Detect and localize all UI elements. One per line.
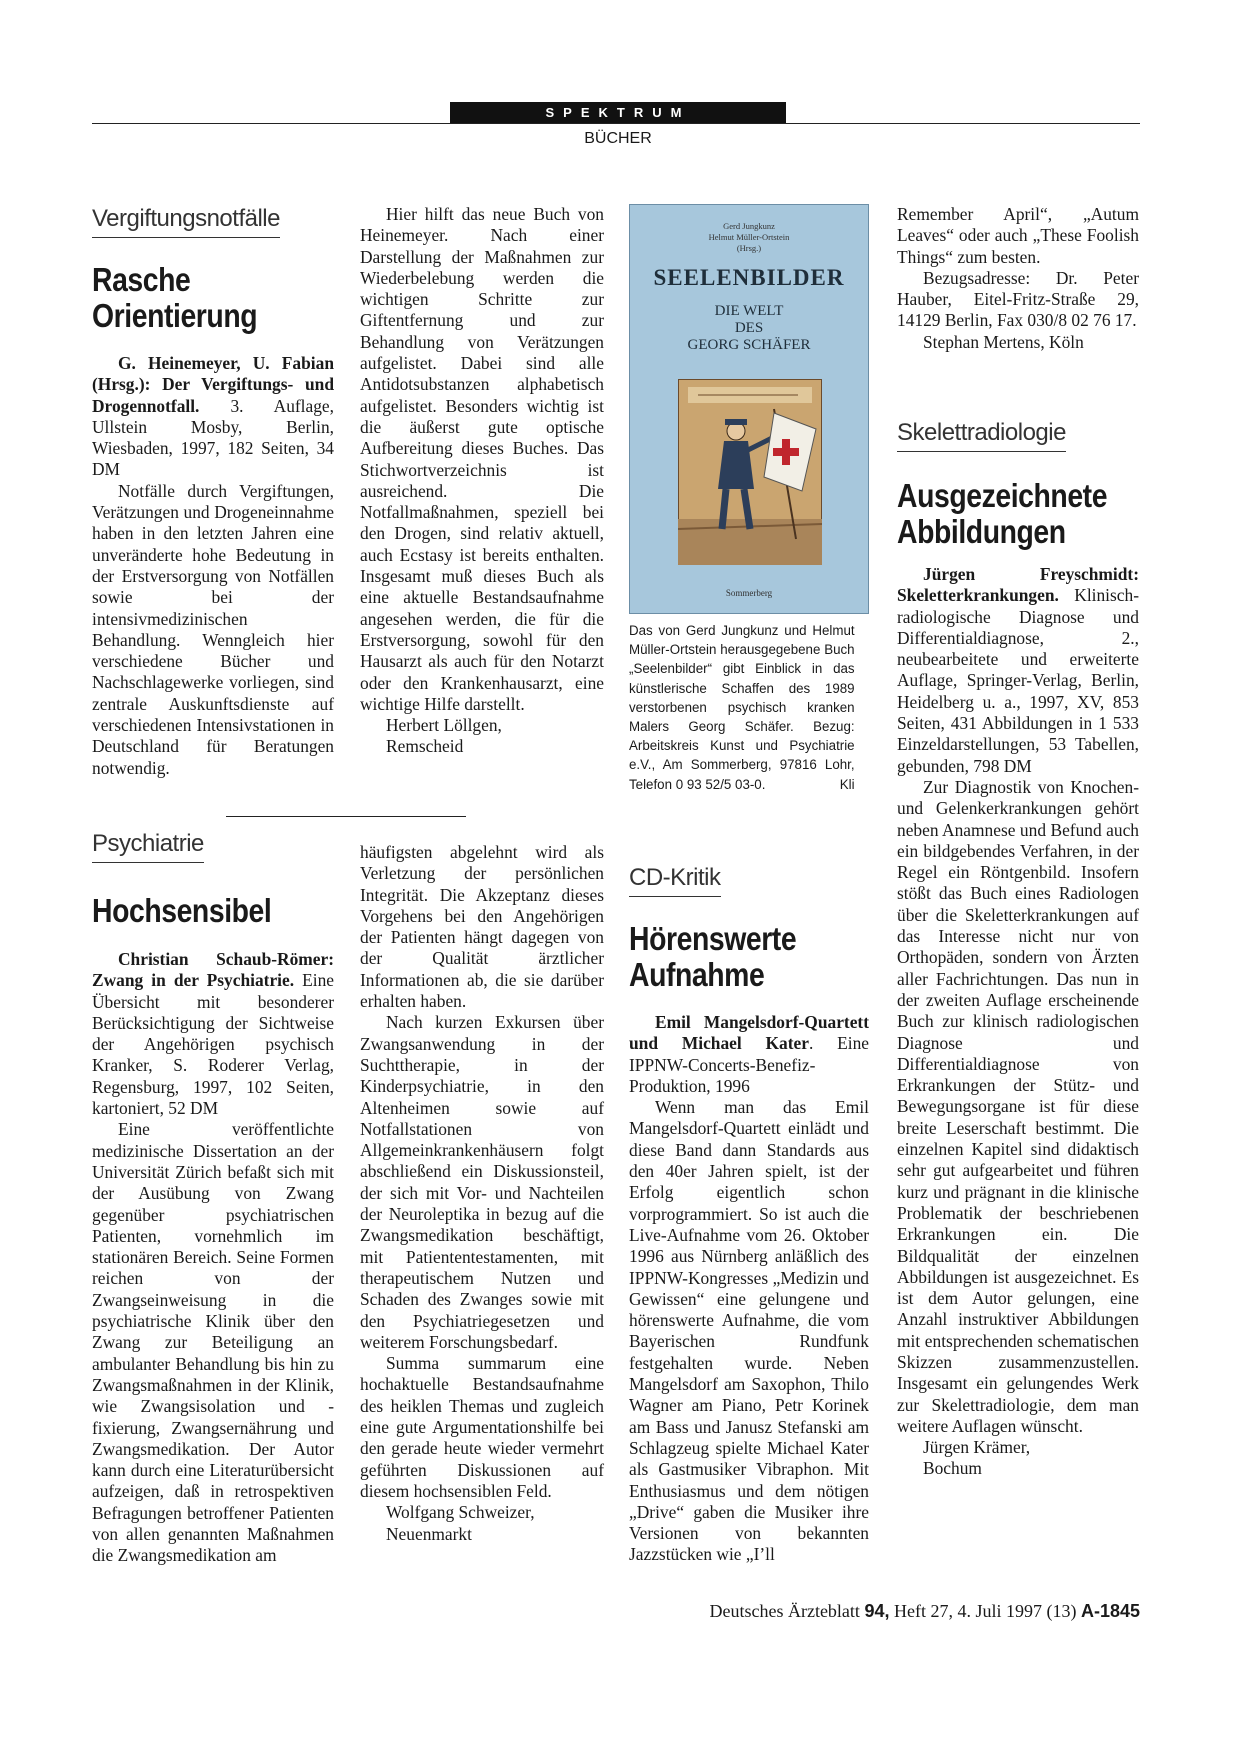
paragraph: Bezugsadresse: Dr. Peter Hauber, Eitel-Fritz-Straße 29, 14129 Berlin, Fax 030/8 02 76 17. (897, 267, 1139, 331)
cover-authors (630, 221, 868, 254)
bibliography (92, 353, 334, 481)
header-rule (92, 123, 1140, 124)
paragraph: Wenn man das Emil Mangelsdorf-Quartett einlädt und diese Band dann Standards aus den 40er Jahren spielt, ist der Erfolg eigentlich schon vorprogrammiert. So ist auch die Live-Aufnahme vom 26. Oktober 1996 aus Nürnberg anläßlich des IPPNW-Kongresses „Medizin und Gewissen“ eine gelungene und hörenswerte Aufnahme, die vom Bayerischen Rundfunk festgehalten wurde. Neben Mangelsdorf am Saxophon, Thilo Wagner am Piano, Petr Korinek am Bass und Janusz Stefanski am Schlagzeug spielte Michael Kater als Gastmusiker Vibraphon. Mit Enthusiasmus und dem nötigen „Drive“ gaben die Musiker ihre Versionen von bekannten Jazzstücken wie „I’ll (629, 1097, 869, 1565)
painting-illustration (678, 379, 822, 565)
paragraph: Eine veröffentlichte medizinische Dissertation an der Universität Zürich befaßt sich mit der Ausübung von Zwang gegenüber psychiatrischen Patienten, vornehmlich im stationären Bereich. Seine Formen reichen von der Zwangseinweisung in die psychiatrische Klinik über den Zwang zur Beteiligung an ambulanter Behandlung bis hin zu Zwangsmaßnahmen in der Klinik, wie Zwangsisolation und -fixierung, Zwangsernährung und Zwangsmedikation. Der Autor kann durch eine Literaturübersicht aufzeigen, daß in retrospektiven Befragungen betroffener Patienten von allen genannten Maßnahmen die Zwangsmedikation am (92, 1119, 334, 1566)
headline-line: Abbildungen (897, 513, 1066, 550)
author-location: Neuenmarkt (386, 1523, 472, 1544)
cover-subtitle (630, 303, 868, 354)
article-column (360, 842, 604, 1545)
image-caption (629, 622, 855, 795)
bib-title: Christian Schaub-Römer: Zwang in der Psychiatrie. (92, 949, 334, 991)
bib-details: Klinisch-radiologische Diagnose und Differentialdiagnose, 2., neubearbeitete und erweiterte Auflage, Springer-Verlag, Berlin, Heidelberg u. a., 1997, XV, 853 Seiten, 431 Abbildungen in 1 533 Einzeldarstellungen, 53 Tabellen, gebunden, 798 DM (897, 585, 1139, 776)
cover-title: SEELENBILDER (653, 265, 845, 290)
headline-line: Rasche (92, 261, 191, 298)
cover-subtitle-line: DIE WELT (714, 303, 784, 319)
page-footer (560, 1601, 1140, 1622)
author-location: Bochum (923, 1458, 982, 1479)
article-column (92, 949, 334, 1567)
paragraph: Zur Diagnostik von Knochen- und Gelenkerkrankungen gehört neben Anamnese und Befund auch ein bildgebendes Verfahren, in der Regel ein Röntgenbild. Insofern stößt das Buch eines Radiologen über die Skeletterkrankungen auf das Interesse nicht nur von Orthopäden, sondern von Ärzten aller Fachrichtungen. Das nun in der zweiten Auflage erscheinende Buch zur klinisch radiologischen Diagnose und Differentialdiagnose von Erkrankungen der Stütz- und Bewegungsorgane ist für diese breite Leserschaft bestimmt. Die einzelnen Kapitel sind didaktisch sehr gut aufgearbeitet und führen kurz und prägnant in die klinische Problematik der beschriebenen Erkrankungen ein. Die Bildqualität der einzelnen Abbildungen ist ausgezeichnet. Es ist dem Autor gelungen, eine Anzahl instruktiver Abbildungen mit entsprechenden schematischen Skizzen zusammenzustellen. Insgesamt ein gelungendes Werk zur Skelettradiologie, dem man weitere Auflagen wünscht. (897, 776, 1139, 1436)
article-column (897, 204, 1139, 353)
bib-title: Jürgen Freyschmidt: Skeletterkrankungen. (897, 564, 1139, 606)
headline-ausgezeichnete-abbildungen (897, 478, 1107, 550)
caption-author: Kli (839, 776, 855, 793)
cover-author: Helmut Müller-Ortstein (708, 232, 790, 242)
author-signature: Wolfgang Schweizer, (386, 1502, 535, 1523)
page-number: A-1845 (1080, 1601, 1140, 1621)
paragraph-continued: häufigsten abgelehnt wird als Verletzung der persönlichen Integrität. Die Akzeptanz dieses Vorgehens bei den Angehörigen der Patienten hängt dagegen von der Qualität ärztlicher Informationen ab, die sie darüber erhalten haben. (360, 842, 604, 1012)
caption-text: Das von Gerd Jungkunz und Helmut Müller-Ortstein herausgegebene Buch „Seelenbilder“ gibt Einblick in das künstlerische Schaffen des 1989 verstorbenen psychisch kranken Malers Georg Schäfer. Bezug: Arbeitskreis Kunst und Psychiatrie e.V., Am Sommerberg, 97816 Lohr, Telefon 0 93 52/5 03-0. (629, 623, 855, 793)
journal-volume: 94, (864, 1601, 890, 1621)
bib-details: Eine Übersicht mit besonderer Berücksichtigung der Sichtweise der Angehörigen psychisch Kranker, S. Roderer Verlag, Regensburg, 1997, 102 Seiten, kartoniert, 52 DM (92, 970, 334, 1119)
rubric-skelettradiologie: Skelettradiologie (897, 419, 1066, 452)
headline-line: Aufnahme (629, 956, 765, 993)
paragraph: Summa summarum eine hochaktuelle Bestandsaufnahme des heiklen Themas und zugleich eine gute Argumentationshilfe bei den gerade heute wieder vermehrt geführten Diskussionen auf diesem hochsensiblen Feld. (360, 1353, 604, 1501)
headline-hoerenswerte-aufnahme (629, 921, 796, 993)
article-column (629, 1012, 869, 1566)
bib-details: 3. Auflage, Ullstein Mosby, Berlin, Wiesbaden, 1997, 182 Seiten, 34 DM (92, 395, 334, 480)
issue-info: Heft 27, 4. Juli 1997 (13) (889, 1601, 1081, 1621)
bib-details: . Eine IPPNW-Concerts-Benefiz-Produktion, 1996 (629, 1033, 869, 1096)
rubric-vergiftungsnotfaelle: Vergiftungsnotfälle (92, 205, 280, 238)
paragraph: Notfälle durch Vergiftungen, Verätzungen und Drogeneinnahme haben in den letzten Jahren eine unveränderte hohe Bedeutung in der Erstversorgung von Notfällen sowie bei der intensivmedizinischen Behandlung. Wenngleich hier verschiedene Bücher und Nachschlagewerke vorliegen, sind zentrale Auskunftsdienste auf verschiedenen Intensivstationen in Deutschland für Beratungen notwendig. (92, 480, 334, 778)
paragraph: Nach kurzen Exkursen über Zwangsanwendung in der Suchttherapie, in der Kinderpsychiatrie, in den Altenheimen sowie auf Notfallstationen von Allgemeinkrankenhäusern folgt abschließend ein Diskussionsteil, der sich mit Vor- und Nachteilen der Neuroleptika in bezug auf die Zwangsmedikation beschäftigt, mit Patiententestamenten, mit therapeutischem Nutzen und Schaden des Zwanges sowie mit den Psychiatriegesetzen und weiterem Forschungsbedarf. (360, 1012, 604, 1352)
bibliography (897, 564, 1139, 777)
author-signature: Herbert Löllgen, (386, 715, 502, 736)
rubric-psychiatrie: Psychiatrie (92, 830, 204, 863)
bib-title: G. Heinemeyer, U. Fabian (Hrsg.): Der Vergiftungs- und Drogennotfall. (92, 353, 334, 416)
paragraph-continued: Remember April“, „Autum Leaves“ oder auch „These Foolish Things“ zum besten. (897, 204, 1139, 267)
author-location: Remscheid (386, 736, 464, 757)
headline-line: Ausgezeichnete (897, 477, 1108, 514)
subsection-header: BÜCHER (584, 130, 652, 147)
author-signature: Jürgen Krämer, (923, 1437, 1031, 1458)
author-signature: Stephan Mertens, Köln (923, 331, 1084, 352)
section-header: SPEKTRUM (450, 102, 786, 123)
cover-subtitle-line: GEORG SCHÄFER (687, 337, 811, 353)
headline-hochsensibel: Hochsensibel (92, 892, 272, 929)
bibliography (92, 949, 334, 1119)
article-column (897, 564, 1139, 1480)
book-cover-image (629, 204, 869, 614)
rubric-cd-kritik: CD-Kritik (629, 864, 721, 897)
journal-name: Deutsches Ärzteblatt (709, 1601, 865, 1621)
headline-line: Hörenswerte (629, 920, 797, 957)
separator-rule (226, 816, 466, 817)
bib-title: Emil Mangelsdorf-Quartett und Michael Kater (629, 1012, 869, 1054)
paragraph: Hier hilft das neue Buch von Heinemeyer. Nach einer Darstellung der Maßnahmen zur Wiederbelebung werden die wichtigen Schritte zur Giftentfernung und zur Behandlung von Verätzungen aufgelistet. Dabei sind alle Antidotsubstanzen alphabetisch aufgelistet. Besonders wichtig ist die äußerst gute optische Aufbereitung dieses Buches. Das Stichwortverzeichnis ist ausreichend. Die Notfallmaßnahmen, speziell bei den Drogen, sind relativ aktuell, auch Ecstasy ist bereits enthalten. Insgesamt muß dieses Buch als eine aktuelle Bestandsaufnahme angesehen werden, die für die Erstversorgung, sowohl für den Hausarzt als auch für den Notarzt oder den Krankenhausarzt, eine wichtige Hilfe darstellt. (360, 204, 604, 714)
cover-subtitle-line: DES (734, 320, 764, 336)
article-column (360, 204, 604, 758)
article-column (92, 353, 334, 779)
cover-author: Gerd Jungkunz (723, 221, 775, 231)
bibliography (629, 1012, 869, 1097)
cover-editor-note: (Hrsg.) (736, 243, 762, 253)
headline-line: Orientierung (92, 297, 258, 334)
cover-publisher: Sommerberg (725, 588, 773, 598)
headline-rasche-orientierung (92, 262, 257, 334)
